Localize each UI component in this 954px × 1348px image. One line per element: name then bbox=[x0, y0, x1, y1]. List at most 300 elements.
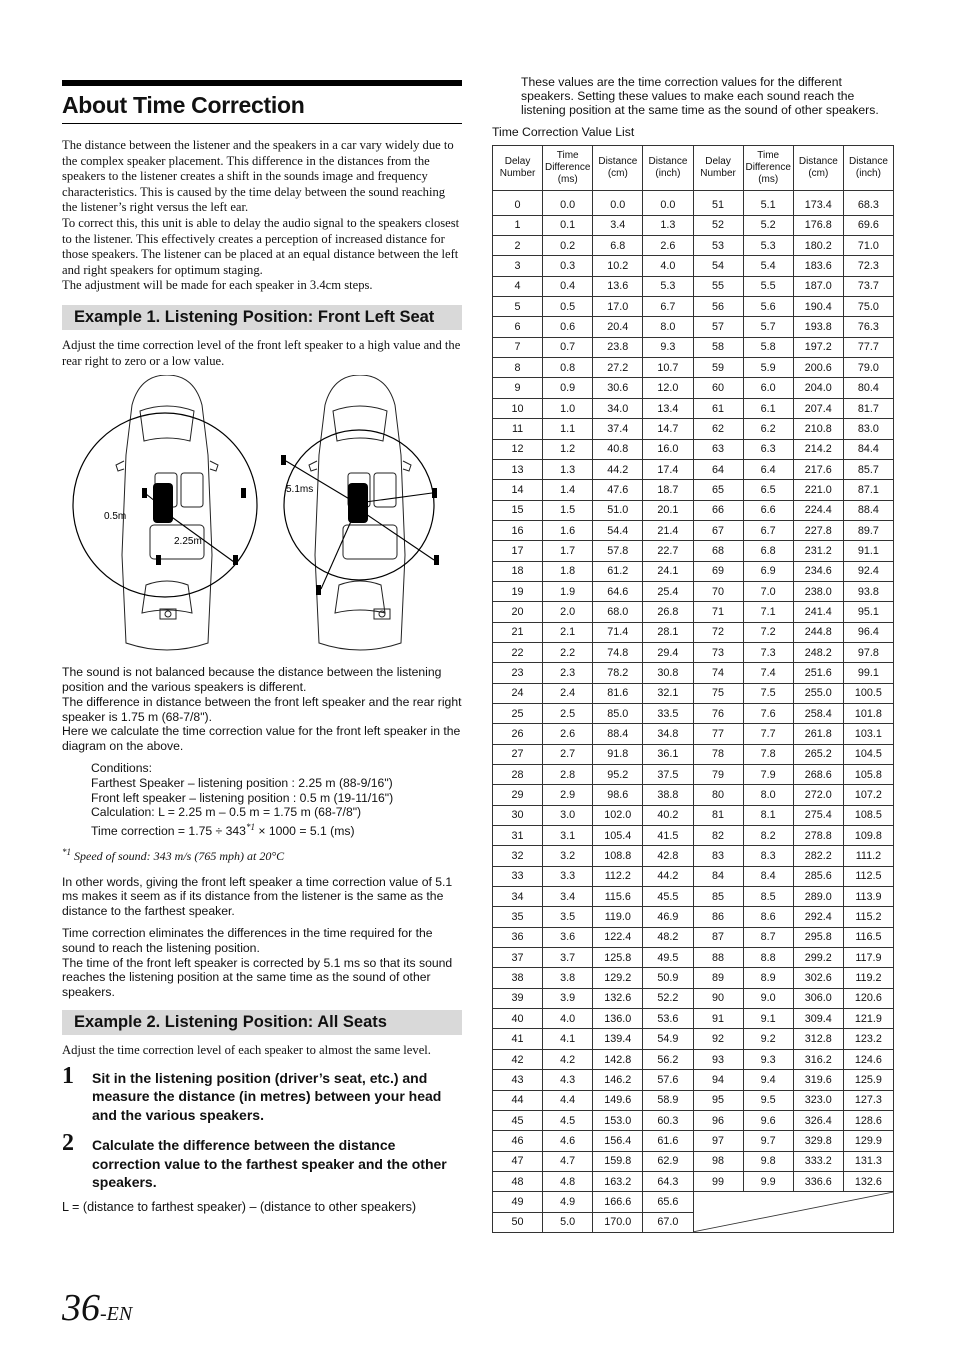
table-row bbox=[493, 703, 894, 723]
table-cell: 120.6 bbox=[843, 988, 893, 1008]
table-cell: 0.1 bbox=[543, 215, 593, 235]
table-cell: 166.6 bbox=[593, 1192, 643, 1212]
table-cell: 244.8 bbox=[793, 622, 843, 642]
explanation-paragraph: The difference in distance between the front left speaker and the rear right speaker is 1.75 m (68-7/8"). bbox=[62, 694, 462, 724]
table-cell: 20.1 bbox=[643, 500, 693, 520]
table-cell: 76.3 bbox=[843, 317, 893, 337]
table-cell: 0.0 bbox=[543, 191, 593, 215]
header-delay-number: Delay Number bbox=[693, 146, 743, 191]
table-cell: 3.9 bbox=[543, 988, 593, 1008]
table-cell: 32.1 bbox=[643, 683, 693, 703]
time-correction-line bbox=[91, 820, 462, 839]
table-cell: 17.4 bbox=[643, 459, 693, 479]
table-cell: 112.5 bbox=[843, 866, 893, 886]
table-cell: 107.2 bbox=[843, 785, 893, 805]
table-cell: 1.3 bbox=[643, 215, 693, 235]
table-cell: 6.7 bbox=[743, 520, 793, 540]
table-cell: 149.6 bbox=[593, 1090, 643, 1110]
table-cell: 0.9 bbox=[543, 378, 593, 398]
table-cell: 44.2 bbox=[593, 459, 643, 479]
table-cell: 43 bbox=[493, 1070, 543, 1090]
page-number bbox=[62, 1286, 132, 1330]
table-cell: 4.9 bbox=[543, 1192, 593, 1212]
table-row bbox=[493, 1151, 894, 1171]
table-cell: 9.3 bbox=[643, 337, 693, 357]
header-time-difference: Time Difference (ms) bbox=[743, 146, 793, 191]
table-cell: 83.0 bbox=[843, 419, 893, 439]
table-cell: 30 bbox=[493, 805, 543, 825]
table-cell: 61.2 bbox=[593, 561, 643, 581]
table-cell: 4.1 bbox=[543, 1029, 593, 1049]
table-cell: 5.3 bbox=[643, 276, 693, 296]
table-cell: 4.0 bbox=[643, 256, 693, 276]
table-row bbox=[493, 663, 894, 683]
table-row bbox=[493, 988, 894, 1008]
table-cell: 176.8 bbox=[793, 215, 843, 235]
table-cell: 103.1 bbox=[843, 724, 893, 744]
table-cell: 33.5 bbox=[643, 703, 693, 723]
table-cell: 46.9 bbox=[643, 907, 693, 927]
table-cell: 95 bbox=[693, 1090, 743, 1110]
table-cell: 80 bbox=[693, 785, 743, 805]
table-cell: 4.6 bbox=[543, 1131, 593, 1151]
table-row bbox=[493, 642, 894, 662]
table-row bbox=[493, 561, 894, 581]
table-cell: 200.6 bbox=[793, 358, 843, 378]
empty-area-diagonal bbox=[694, 1192, 894, 1232]
table-cell: 0.8 bbox=[543, 358, 593, 378]
table-row bbox=[493, 1090, 894, 1110]
table-cell: 4.8 bbox=[543, 1171, 593, 1191]
table-cell: 319.6 bbox=[793, 1070, 843, 1090]
right-column bbox=[492, 76, 894, 1233]
table-cell: 329.8 bbox=[793, 1131, 843, 1151]
table-cell: 95.2 bbox=[593, 765, 643, 785]
table-cell: 40.2 bbox=[643, 805, 693, 825]
title-rule bbox=[62, 80, 462, 86]
table-intro: These values are the time correction values for the different speakers. Setting these values to make each sound reach the listening position at the same time as the sound of other speakers. bbox=[521, 75, 879, 117]
table-cell: 78.2 bbox=[593, 663, 643, 683]
table-cell: 234.6 bbox=[793, 561, 843, 581]
table-cell: 37.5 bbox=[643, 765, 693, 785]
table-cell: 316.2 bbox=[793, 1049, 843, 1069]
table-row bbox=[493, 276, 894, 296]
table-cell: 25.4 bbox=[643, 581, 693, 601]
table-cell: 11 bbox=[493, 419, 543, 439]
table-cell: 93.8 bbox=[843, 581, 893, 601]
table-row bbox=[493, 256, 894, 276]
listening-position-diagram bbox=[62, 375, 462, 657]
table-cell: 113.9 bbox=[843, 887, 893, 907]
table-cell: 0.0 bbox=[593, 191, 643, 215]
table-cell: 61 bbox=[693, 398, 743, 418]
footnote-mark: *1 bbox=[62, 846, 71, 857]
table-cell: 49 bbox=[493, 1192, 543, 1212]
table-cell: 35 bbox=[493, 907, 543, 927]
table-cell: 15 bbox=[493, 500, 543, 520]
header-time-difference: Time Difference (ms) bbox=[543, 146, 593, 191]
table-row bbox=[493, 520, 894, 540]
table-cell: 48 bbox=[493, 1171, 543, 1191]
table-cell: 127.3 bbox=[843, 1090, 893, 1110]
table-cell: 333.2 bbox=[793, 1151, 843, 1171]
table-cell: 88.4 bbox=[593, 724, 643, 744]
table-cell: 8.6 bbox=[743, 907, 793, 927]
table-row bbox=[493, 215, 894, 235]
time-correction-table bbox=[492, 145, 894, 1233]
explanation-paragraph: Here we calculate the time correction value for the front left speaker in the diagram on the above. bbox=[62, 724, 461, 754]
table-cell: 5.9 bbox=[743, 358, 793, 378]
table-cell: 24.1 bbox=[643, 561, 693, 581]
table-cell: 81.7 bbox=[843, 398, 893, 418]
table-cell: 16.0 bbox=[643, 439, 693, 459]
table-cell: 99.1 bbox=[843, 663, 893, 683]
table-cell: 8.4 bbox=[743, 866, 793, 886]
table-cell: 19 bbox=[493, 581, 543, 601]
table-cell: 9 bbox=[493, 378, 543, 398]
table-cell: 6.6 bbox=[743, 500, 793, 520]
table-cell: 71.0 bbox=[843, 236, 893, 256]
table-cell: 91.8 bbox=[593, 744, 643, 764]
table-cell: 5.6 bbox=[743, 297, 793, 317]
table-cell: 275.4 bbox=[793, 805, 843, 825]
table-cell: 129.9 bbox=[843, 1131, 893, 1151]
table-cell: 5.5 bbox=[743, 276, 793, 296]
table-cell: 1.3 bbox=[543, 459, 593, 479]
table-cell: 53.6 bbox=[643, 1009, 693, 1029]
table-cell: 62.9 bbox=[643, 1151, 693, 1171]
table-cell: 58 bbox=[693, 337, 743, 357]
table-cell: 41.5 bbox=[643, 826, 693, 846]
footnote bbox=[62, 845, 462, 865]
table-cell: 21.4 bbox=[643, 520, 693, 540]
table-cell: 69.6 bbox=[843, 215, 893, 235]
table-cell: 84 bbox=[693, 866, 743, 886]
table-cell: 231.2 bbox=[793, 541, 843, 561]
table-cell: 105.4 bbox=[593, 826, 643, 846]
table-cell: 72.3 bbox=[843, 256, 893, 276]
header-distance-inch: Distance (inch) bbox=[643, 146, 693, 191]
table-cell: 1.9 bbox=[543, 581, 593, 601]
table-cell: 71 bbox=[693, 602, 743, 622]
table-cell: 53 bbox=[693, 236, 743, 256]
table-cell: 100.5 bbox=[843, 683, 893, 703]
table-cell: 265.2 bbox=[793, 744, 843, 764]
table-cell: 62 bbox=[693, 419, 743, 439]
table-cell: 1 bbox=[493, 215, 543, 235]
table-row bbox=[493, 948, 894, 968]
table-cell: 37.4 bbox=[593, 419, 643, 439]
table-cell: 68.3 bbox=[843, 191, 893, 215]
table-cell: 96.4 bbox=[843, 622, 893, 642]
table-cell: 69 bbox=[693, 561, 743, 581]
table-row bbox=[493, 602, 894, 622]
table-cell: 9.2 bbox=[743, 1029, 793, 1049]
table-cell: 64.6 bbox=[593, 581, 643, 601]
table-cell: 89 bbox=[693, 968, 743, 988]
table-cell: 336.6 bbox=[793, 1171, 843, 1191]
table-cell: 63 bbox=[693, 439, 743, 459]
table-cell: 80.4 bbox=[843, 378, 893, 398]
table-cell: 116.5 bbox=[843, 927, 893, 947]
table-cell: 79 bbox=[693, 765, 743, 785]
table-cell: 8 bbox=[493, 358, 543, 378]
example1-heading: Example 1. Listening Position: Front Left Seat bbox=[62, 305, 462, 330]
table-cell: 1.2 bbox=[543, 439, 593, 459]
table-cell: 28 bbox=[493, 765, 543, 785]
table-cell: 97.8 bbox=[843, 642, 893, 662]
table-cell: 85.7 bbox=[843, 459, 893, 479]
table-cell: 5.1 bbox=[743, 191, 793, 215]
table-cell: 3.8 bbox=[543, 968, 593, 988]
table-cell: 54 bbox=[693, 256, 743, 276]
table-cell: 2.0 bbox=[543, 602, 593, 622]
table-cell: 54.4 bbox=[593, 520, 643, 540]
table-cell: 3.4 bbox=[543, 887, 593, 907]
table-cell: 8.0 bbox=[643, 317, 693, 337]
table-cell: 71.4 bbox=[593, 622, 643, 642]
table-cell: 197.2 bbox=[793, 337, 843, 357]
table-cell: 6.5 bbox=[743, 480, 793, 500]
table-cell: 9.6 bbox=[743, 1110, 793, 1130]
table-cell: 90 bbox=[693, 988, 743, 1008]
listener-seat-left bbox=[153, 483, 173, 523]
table-cell: 2.8 bbox=[543, 765, 593, 785]
table-cell: 77 bbox=[693, 724, 743, 744]
table-cell: 85 bbox=[693, 887, 743, 907]
table-row bbox=[493, 724, 894, 744]
table-cell: 57.6 bbox=[643, 1070, 693, 1090]
table-cell: 5.2 bbox=[743, 215, 793, 235]
table-cell: 34.0 bbox=[593, 398, 643, 418]
table-cell: 6.9 bbox=[743, 561, 793, 581]
table-row bbox=[493, 337, 894, 357]
table-cell: 292.4 bbox=[793, 907, 843, 927]
table-cell: 193.8 bbox=[793, 317, 843, 337]
table-cell: 4.4 bbox=[543, 1090, 593, 1110]
table-cell: 1.1 bbox=[543, 419, 593, 439]
table-cell: 67 bbox=[693, 520, 743, 540]
table-cell: 70 bbox=[693, 581, 743, 601]
table-cell: 261.8 bbox=[793, 724, 843, 744]
table-cell: 217.6 bbox=[793, 459, 843, 479]
label-far-distance: 2.25m bbox=[174, 536, 202, 548]
table-cell: 9.1 bbox=[743, 1009, 793, 1029]
table-cell: 84.4 bbox=[843, 439, 893, 459]
table-cell: 1.4 bbox=[543, 480, 593, 500]
table-cell: 9.9 bbox=[743, 1171, 793, 1191]
table-cell: 115.6 bbox=[593, 887, 643, 907]
table-cell: 1.8 bbox=[543, 561, 593, 581]
table-row bbox=[493, 765, 894, 785]
table-cell: 124.6 bbox=[843, 1049, 893, 1069]
table-row bbox=[493, 846, 894, 866]
header-distance-cm: Distance (cm) bbox=[593, 146, 643, 191]
table-row bbox=[493, 1049, 894, 1069]
table-row bbox=[493, 439, 894, 459]
table-cell: 4.7 bbox=[543, 1151, 593, 1171]
table-cell: 9.7 bbox=[743, 1131, 793, 1151]
table-cell: 42 bbox=[493, 1049, 543, 1069]
table-cell: 49.5 bbox=[643, 948, 693, 968]
table-cell: 0.4 bbox=[543, 276, 593, 296]
table-cell: 302.6 bbox=[793, 968, 843, 988]
left-column bbox=[62, 80, 462, 1214]
table-cell: 9.4 bbox=[743, 1070, 793, 1090]
table-cell: 74.8 bbox=[593, 642, 643, 662]
table-cell: 0.7 bbox=[543, 337, 593, 357]
table-cell: 123.2 bbox=[843, 1029, 893, 1049]
table-cell: 64 bbox=[693, 459, 743, 479]
example2-heading: Example 2. Listening Position: All Seats bbox=[62, 1010, 462, 1035]
after-paragraph: Time correction eliminates the differences in the time required for the sound to reach the listening position. bbox=[62, 925, 433, 955]
table-row bbox=[493, 541, 894, 561]
table-row bbox=[493, 500, 894, 520]
table-cell: 3.1 bbox=[543, 826, 593, 846]
table-cell: 13.4 bbox=[643, 398, 693, 418]
step-text: Sit in the listening position (driver’s seat, etc.) and measure the distance (in metres) between your head and the various speakers. bbox=[92, 1069, 442, 1123]
table-cell: 4 bbox=[493, 276, 543, 296]
table-row bbox=[493, 317, 894, 337]
table-row bbox=[493, 1009, 894, 1029]
intro-paragraph: To correct this, this unit is able to delay the audio signal to the speakers closest to the listener. This effectively creates a perception of increased distance for those speakers. The listener can be placed at an equal distance between the left and right speakers for optimum staging. bbox=[62, 215, 460, 277]
table-cell: 81.6 bbox=[593, 683, 643, 703]
table-cell: 73.7 bbox=[843, 276, 893, 296]
table-cell: 28.1 bbox=[643, 622, 693, 642]
table-cell: 8.9 bbox=[743, 968, 793, 988]
table-cell: 9.8 bbox=[743, 1151, 793, 1171]
intro-paragraph: The distance between the listener and the speakers in a car vary widely due to the complex speaker placement. This difference in the distances from the speakers to the listener creates a shift in the sounds image and frequency characteristics. This is caused by the time delay between the sound reaching the listener’s right versus the left ear. bbox=[62, 138, 454, 215]
table-cell: 42.8 bbox=[643, 846, 693, 866]
table-cell: 0 bbox=[493, 191, 543, 215]
table-cell: 7.6 bbox=[743, 703, 793, 723]
table-cell: 125.8 bbox=[593, 948, 643, 968]
table-cell: 21 bbox=[493, 622, 543, 642]
table-cell: 23 bbox=[493, 663, 543, 683]
table-cell: 56 bbox=[693, 297, 743, 317]
table-cell: 4.5 bbox=[543, 1110, 593, 1130]
table-cell: 93 bbox=[693, 1049, 743, 1069]
table-cell: 5.3 bbox=[743, 236, 793, 256]
table-cell: 1.0 bbox=[543, 398, 593, 418]
table-cell: 20.4 bbox=[593, 317, 643, 337]
table-cell: 1.5 bbox=[543, 500, 593, 520]
table-cell: 2.4 bbox=[543, 683, 593, 703]
table-row bbox=[493, 297, 894, 317]
table-cell: 59 bbox=[693, 358, 743, 378]
table-cell: 278.8 bbox=[793, 826, 843, 846]
table-row bbox=[493, 419, 894, 439]
title-underline bbox=[62, 123, 462, 124]
table-row bbox=[493, 378, 894, 398]
table-cell: 4.2 bbox=[543, 1049, 593, 1069]
table-cell: 78 bbox=[693, 744, 743, 764]
header-distance-cm: Distance (cm) bbox=[793, 146, 843, 191]
step-text: Calculate the difference between the distance correction value to the farthest speaker and the other speakers. bbox=[92, 1137, 447, 1191]
table-cell: 251.6 bbox=[793, 663, 843, 683]
table-cell: 94 bbox=[693, 1070, 743, 1090]
table-cell: 306.0 bbox=[793, 988, 843, 1008]
table-cell: 97 bbox=[693, 1131, 743, 1151]
table-cell: 7.4 bbox=[743, 663, 793, 683]
table-cell: 214.2 bbox=[793, 439, 843, 459]
table-row bbox=[493, 1192, 894, 1212]
table-cell: 68 bbox=[693, 541, 743, 561]
table-cell: 61.6 bbox=[643, 1131, 693, 1151]
table-empty-area bbox=[693, 1192, 894, 1233]
table-caption: Time Correction Value List bbox=[492, 125, 635, 140]
table-cell: 0.2 bbox=[543, 236, 593, 256]
example1-after bbox=[62, 875, 462, 1000]
table-cell: 41 bbox=[493, 1029, 543, 1049]
table-row bbox=[493, 744, 894, 764]
table-cell: 119.2 bbox=[843, 968, 893, 988]
explanation-paragraph: The sound is not balanced because the distance between the listening position and the various speakers is different. bbox=[62, 665, 442, 694]
table-cell: 68.0 bbox=[593, 602, 643, 622]
table-cell: 136.0 bbox=[593, 1009, 643, 1029]
table-cell: 47.6 bbox=[593, 480, 643, 500]
table-cell: 224.4 bbox=[793, 500, 843, 520]
table-cell: 20 bbox=[493, 602, 543, 622]
table-cell: 88.4 bbox=[843, 500, 893, 520]
time-correction-suffix: × 1000 = 5.1 (ms) bbox=[254, 824, 355, 839]
table-cell: 10.2 bbox=[593, 256, 643, 276]
table-row bbox=[493, 683, 894, 703]
table-cell: 132.6 bbox=[593, 988, 643, 1008]
table-cell: 6 bbox=[493, 317, 543, 337]
table-cell: 163.2 bbox=[593, 1171, 643, 1191]
table-cell: 52 bbox=[693, 215, 743, 235]
example2-text: Adjust the time correction level of each speaker to almost the same level. bbox=[62, 1042, 431, 1057]
table-cell: 27.2 bbox=[593, 358, 643, 378]
table-header-row bbox=[493, 146, 894, 191]
table-row bbox=[493, 785, 894, 805]
table-cell: 1.6 bbox=[543, 520, 593, 540]
table-cell: 323.0 bbox=[793, 1090, 843, 1110]
table-cell: 2.9 bbox=[543, 785, 593, 805]
table-cell: 91.1 bbox=[843, 541, 893, 561]
table-cell: 57.8 bbox=[593, 541, 643, 561]
table-cell: 44 bbox=[493, 1090, 543, 1110]
table-cell: 3.3 bbox=[543, 866, 593, 886]
table-cell: 289.0 bbox=[793, 887, 843, 907]
table-cell: 119.0 bbox=[593, 907, 643, 927]
conditions-block bbox=[91, 761, 462, 839]
table-cell: 92.4 bbox=[843, 561, 893, 581]
table-cell: 14 bbox=[493, 480, 543, 500]
table-cell: 153.0 bbox=[593, 1110, 643, 1130]
table-cell: 6.4 bbox=[743, 459, 793, 479]
header-delay-number: Delay Number bbox=[493, 146, 543, 191]
table-cell: 73 bbox=[693, 642, 743, 662]
table-cell: 8.1 bbox=[743, 805, 793, 825]
table-cell: 75 bbox=[693, 683, 743, 703]
table-cell: 55 bbox=[693, 276, 743, 296]
table-cell: 66 bbox=[693, 500, 743, 520]
table-cell: 25 bbox=[493, 703, 543, 723]
table-cell: 326.4 bbox=[793, 1110, 843, 1130]
step-number: 2 bbox=[62, 1130, 74, 1157]
table-cell: 5.7 bbox=[743, 317, 793, 337]
table-cell: 190.4 bbox=[793, 297, 843, 317]
table-cell: 9.5 bbox=[743, 1090, 793, 1110]
page-number-digits: 36 bbox=[62, 1287, 100, 1329]
table-cell: 112.2 bbox=[593, 866, 643, 886]
table-cell: 125.9 bbox=[843, 1070, 893, 1090]
table-cell: 22 bbox=[493, 642, 543, 662]
table-cell: 9.3 bbox=[743, 1049, 793, 1069]
table-cell: 32 bbox=[493, 846, 543, 866]
